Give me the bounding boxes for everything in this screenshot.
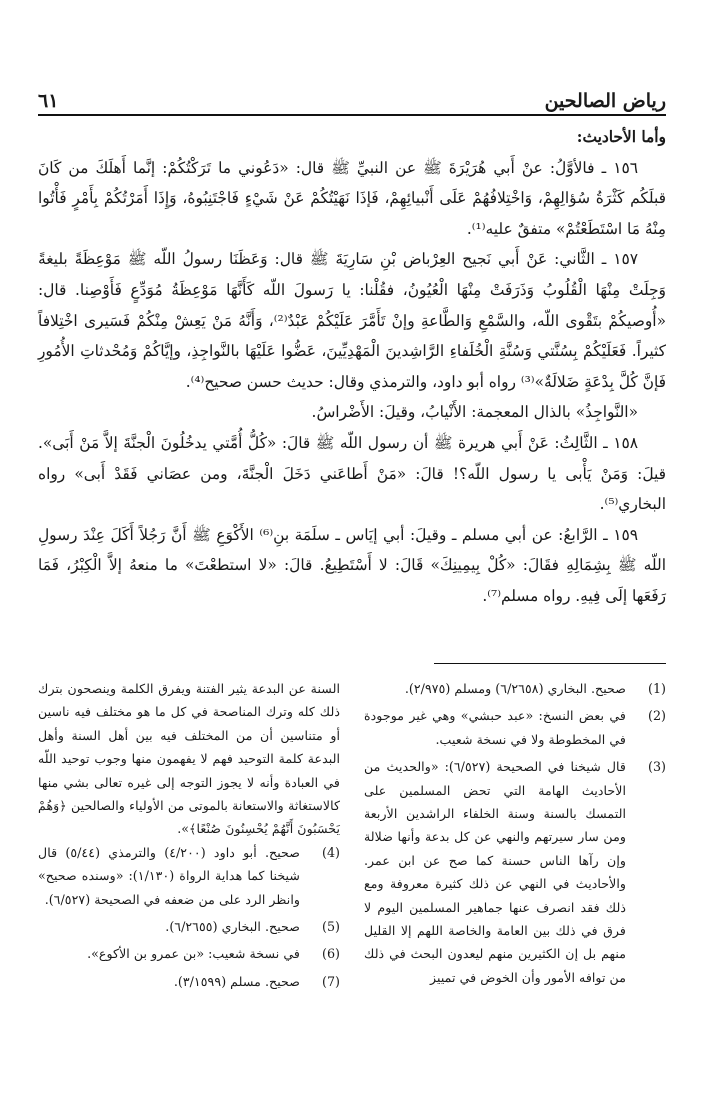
page-number: ٦١ bbox=[38, 90, 59, 112]
footnote-number: (4) bbox=[322, 844, 340, 860]
footnotes-left-column bbox=[38, 677, 340, 997]
footnote-1 bbox=[364, 677, 666, 700]
hadith-159: ١٥٩ ـ الرَّابعُ: عن أبي مسلم ـ وقيلَ: أبي إيَاس ـ سلَمَة بنِ⁽⁶⁾ الأَكْوَعِ ﷺ أَنَّ رَجُلاً أَكَلَ عِنْدَ رسولِ اللّه ﷺ بِشِمَالِهِ فقَالَ: «كُلْ بِيمِينِكَ» قَالَ: لا أَسْتَطِيعُ. قالَ: «لا استطعْتَ» ما منعهُ إلاَّ الْكِبْرُ، فَمَا رَفَعَها إلَى فِيهِ. رواه مسلم⁽⁷⁾. bbox=[38, 525, 666, 605]
footnote-number: (3) bbox=[648, 759, 666, 775]
footnotes bbox=[38, 677, 666, 1077]
section-intro: وأما الأحاديث: bbox=[576, 128, 666, 146]
footnote-number: (7) bbox=[322, 973, 340, 989]
main-text bbox=[38, 122, 666, 612]
footnote-3 bbox=[364, 755, 666, 989]
footnote-4 bbox=[38, 841, 340, 911]
footnote-number: (6) bbox=[322, 946, 340, 962]
footnote-text: في نسخة شعيب: «بن عمرو بن الأكوع». bbox=[87, 946, 300, 962]
footnote-text: قال شيخنا في الصحيحة (٦/٥٢٧): «والحديث من الأحاديث الهامة التي تحض المسلمين على التمسك بالسنة وسنة الخلفاء الراشدين الأربعة ومن سار سيرتهم والنهي عن كل بدعة وأنها ضلالة وإن رآها الناس حسنة كما صح عن ابن عمر. والأحاديث في النهي عن ذلك كثيرة معروفة ومع ذلك فقد انصرف عنها جماهير المسلمين اليوم لا فرق في ذلك بين العامة والخاصة اللهم إلا القليل منهم بل إن الكثيرين منهم ليعدون البحث في ذلك من توافه الأمور وأن الخوض في تمييز bbox=[364, 759, 626, 985]
footnote-number: (2) bbox=[648, 708, 666, 724]
footnote-text: في بعض النسخ: «عبد حبشي» وهي غير موجودة في المخطوطة ولا في نسخة شعيب. bbox=[364, 708, 626, 747]
hadith-157: ١٥٧ ـ الثَّاني: عَنْ أَبي نَجيح العِرْباض بْنِ سَارِيَةَ ﷺ قال: وَعَظَنَا رسولُ اللّه ﷺ مَوْعِظَةً بليغةً وَجِلَتْ مِنْهَا الْقُلُوبُ وَذَرَفَتْ مِنْهَا الْعُيُونُ، فقُلْنا: يا رَسولَ اللّه كَأَنَّهَا مَوْعِظَةُ مُوَدِّعٍ فَأَوْصِنا. قال: «أُوصيكُمْ بتَقْوى اللّه، والسَّمْعِ وَالطَّاعةِ وإنْ تَأَمَّرَ عَلَيْكُمْ عَبْدٌ⁽²⁾، وَأَنَّهُ مَنْ يَعِشْ مِنْكُمْ فَسَيرى اخْتِلافاً كثيراً. فَعَلَيْكُمْ بِسُنَّتي وَسُنَّةِ الْخُلَفاءِ الرَّاشِدينَ الْمَهْدِيِّينَ، عَضُّوا عَلَيْهَا بالنَّواجِذِ، وإيَّاكُمْ وَمُحْدثاتِ الأُمُورِ فَإنَّ كُلَّ بِدْعَةٍ ضَلالَةٌ»⁽³⁾ رواه أبو داود، والترمذي وقال: حديث حسن صحيح⁽⁴⁾. bbox=[38, 250, 666, 391]
book-title: رياض الصالحين bbox=[544, 90, 666, 112]
gloss-nawajidh: «النَّواجِذُ» بالذال المعجمة: الأَنْيابُ، وقيلَ: الأَضْراسُ. bbox=[311, 403, 638, 422]
footnote-3-continuation: السنة عن البدعة يثير الفتنة ويفرق الكلمة وينصحون بترك ذلك كله وترك المناصحة في كل ما هو مختلف فيه ناسين أو متناسين أن من المختلف فيه بين أهل السنة وأهل البدعة كلمة التوحيد فهم لا يفهمون منها وجوب توحيد اللّه في العبادة وأنه لا يجوز التوجه إلى غيره تعالى بشي منها كالاستغاثة والاستعانة بالموتى من الأولياء والصالحين ﴿وَهُمْ يَحْسَبُونَ أَنَّهُمْ يُحْسِنُونَ صُنْعًا﴾». bbox=[38, 681, 340, 837]
footnote-text: صحيح. أبو داود (٤/٢٠٠) والترمذي (٥/٤٤) قال شيخنا كما هداية الرواة (١/١٣٠): «وسنده صحيح» وانظر الرد على من ضعفه في الصحيحة (٦/٥٢٧). bbox=[38, 844, 300, 907]
footnote-text: صحيح. مسلم (٣/١٥٩٩). bbox=[173, 973, 300, 989]
footnote-text: صحيح. البخاري (٦/٢٦٥٥). bbox=[165, 919, 300, 935]
footnotes-right-column bbox=[364, 677, 666, 993]
footnote-7 bbox=[38, 970, 340, 993]
footnote-6 bbox=[38, 942, 340, 965]
footnote-5 bbox=[38, 915, 340, 938]
hadith-156: ١٥٦ ـ فالأوَّلُ: عنْ أَبي هُرَيْرَةَ ﷺ عن النبيِّ ﷺ قال: «دَعُوني ما تَرَكْتُكُمْ: إنَّما أَهلَكَ من كَانَ قبلَكُم كَثْرَةُ سُؤالِهِمْ، وَاخْتِلافُهُمْ عَلَى أَنْبيائِهِمْ، فَإذَا نَهَيْتُكُمْ عَنْ شَيْءٍ فَاجْتَنِبُوهُ، وَإِذَا أَمَرْتُكُمْ بِأَمْرٍ فَأْتُوا مِنْهُ مَا اسْتَطَعْتُمْ» متفقٌ عليه⁽¹⁾. bbox=[38, 158, 666, 238]
footnote-text: صحيح. البخاري (٦/٢٦٥٨) ومسلم (٢/٩٧٥). bbox=[404, 681, 626, 696]
footnote-number: (1) bbox=[648, 681, 666, 696]
page-header bbox=[38, 82, 666, 116]
footnote-2 bbox=[364, 704, 666, 751]
footnote-number: (5) bbox=[322, 919, 340, 935]
hadith-158: ١٥٨ ـ الثَّالِثُ: عَنْ أَبي هريرة ﷺ أن رسول اللّه ﷺ قالَ: «كُلُّ أُمَّتي يدخُلُونَ الْجنَّةَ إلاَّ مَنْ أَبَى». قيلَ: وَمَنْ يَأْبى يا رسول اللّه؟! قالَ: «مَنْ أَطاعَني دَخَلَ الْجنَّةَ، ومن عصَاني فَقَدْ أَبى» رواه البخاري⁽⁵⁾. bbox=[38, 433, 666, 514]
footnote-separator bbox=[434, 663, 666, 664]
